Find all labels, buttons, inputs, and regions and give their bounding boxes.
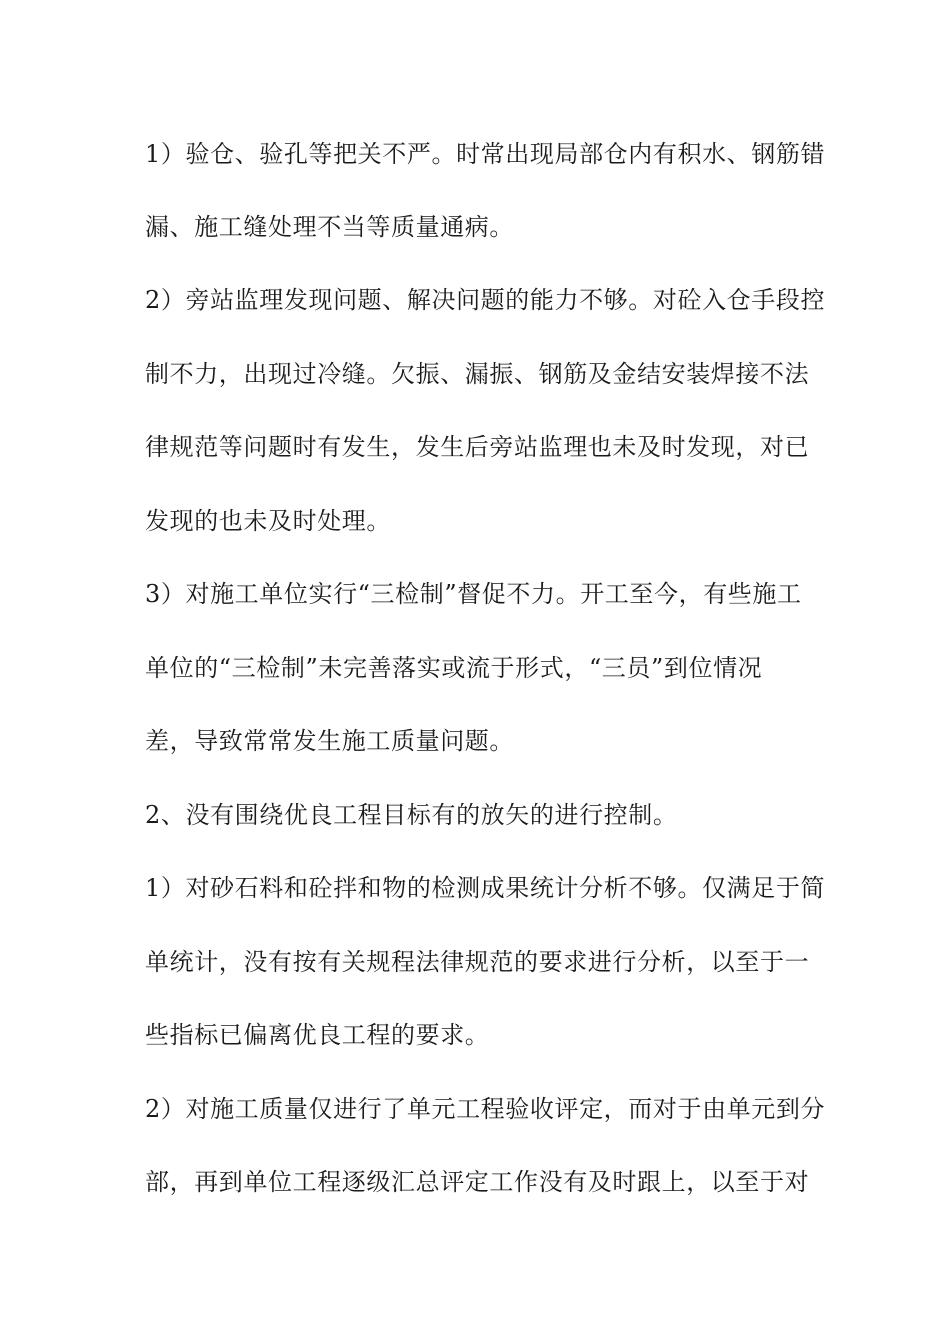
text-line-1: 1）验仓、验孔等把关不严。时常出现局部仓内有积水、钢筋错 (145, 140, 826, 168)
text-line-11: 1）对砂石料和砼拌和物的检测成果统计分析不够。仅满足于简 (145, 874, 826, 902)
text-line-5: 律规范等问题时有发生，发生后旁站监理也未及时发现，对已 (145, 433, 810, 461)
text-line-4: 制不力，出现过冷缝。欠振、漏振、钢筋及金结安装焊接不法 (145, 360, 810, 388)
text-line-6: 发现的也未及时处理。 (145, 507, 391, 535)
text-line-9: 差，导致常常发生施工质量问题。 (145, 727, 514, 755)
text-line-7: 3）对施工单位实行“三检制”督促不力。开工至今，有些施工 (145, 580, 802, 608)
text-line-3: 2）旁站监理发现问题、解决问题的能力不够。对砼入仓手段控 (145, 286, 826, 314)
text-line-13: 些指标已偏离优良工程的要求。 (145, 1021, 490, 1049)
text-line-2: 漏、施工缝处理不当等质量通病。 (145, 213, 514, 241)
text-line-12: 单统计，没有按有关规程法律规范的要求进行分析，以至于一 (145, 948, 810, 976)
text-line-15: 部，再到单位工程逐级汇总评定工作没有及时跟上，以至于对 (145, 1168, 810, 1196)
text-line-14: 2）对施工质量仅进行了单元工程验收评定，而对于由单元到分 (145, 1095, 826, 1123)
text-line-10: 2、没有围绕优良工程目标有的放矢的进行控制。 (145, 801, 678, 829)
text-line-8: 单位的“三检制”未完善落实或流于形式，“三员”到位情况 (145, 654, 763, 682)
